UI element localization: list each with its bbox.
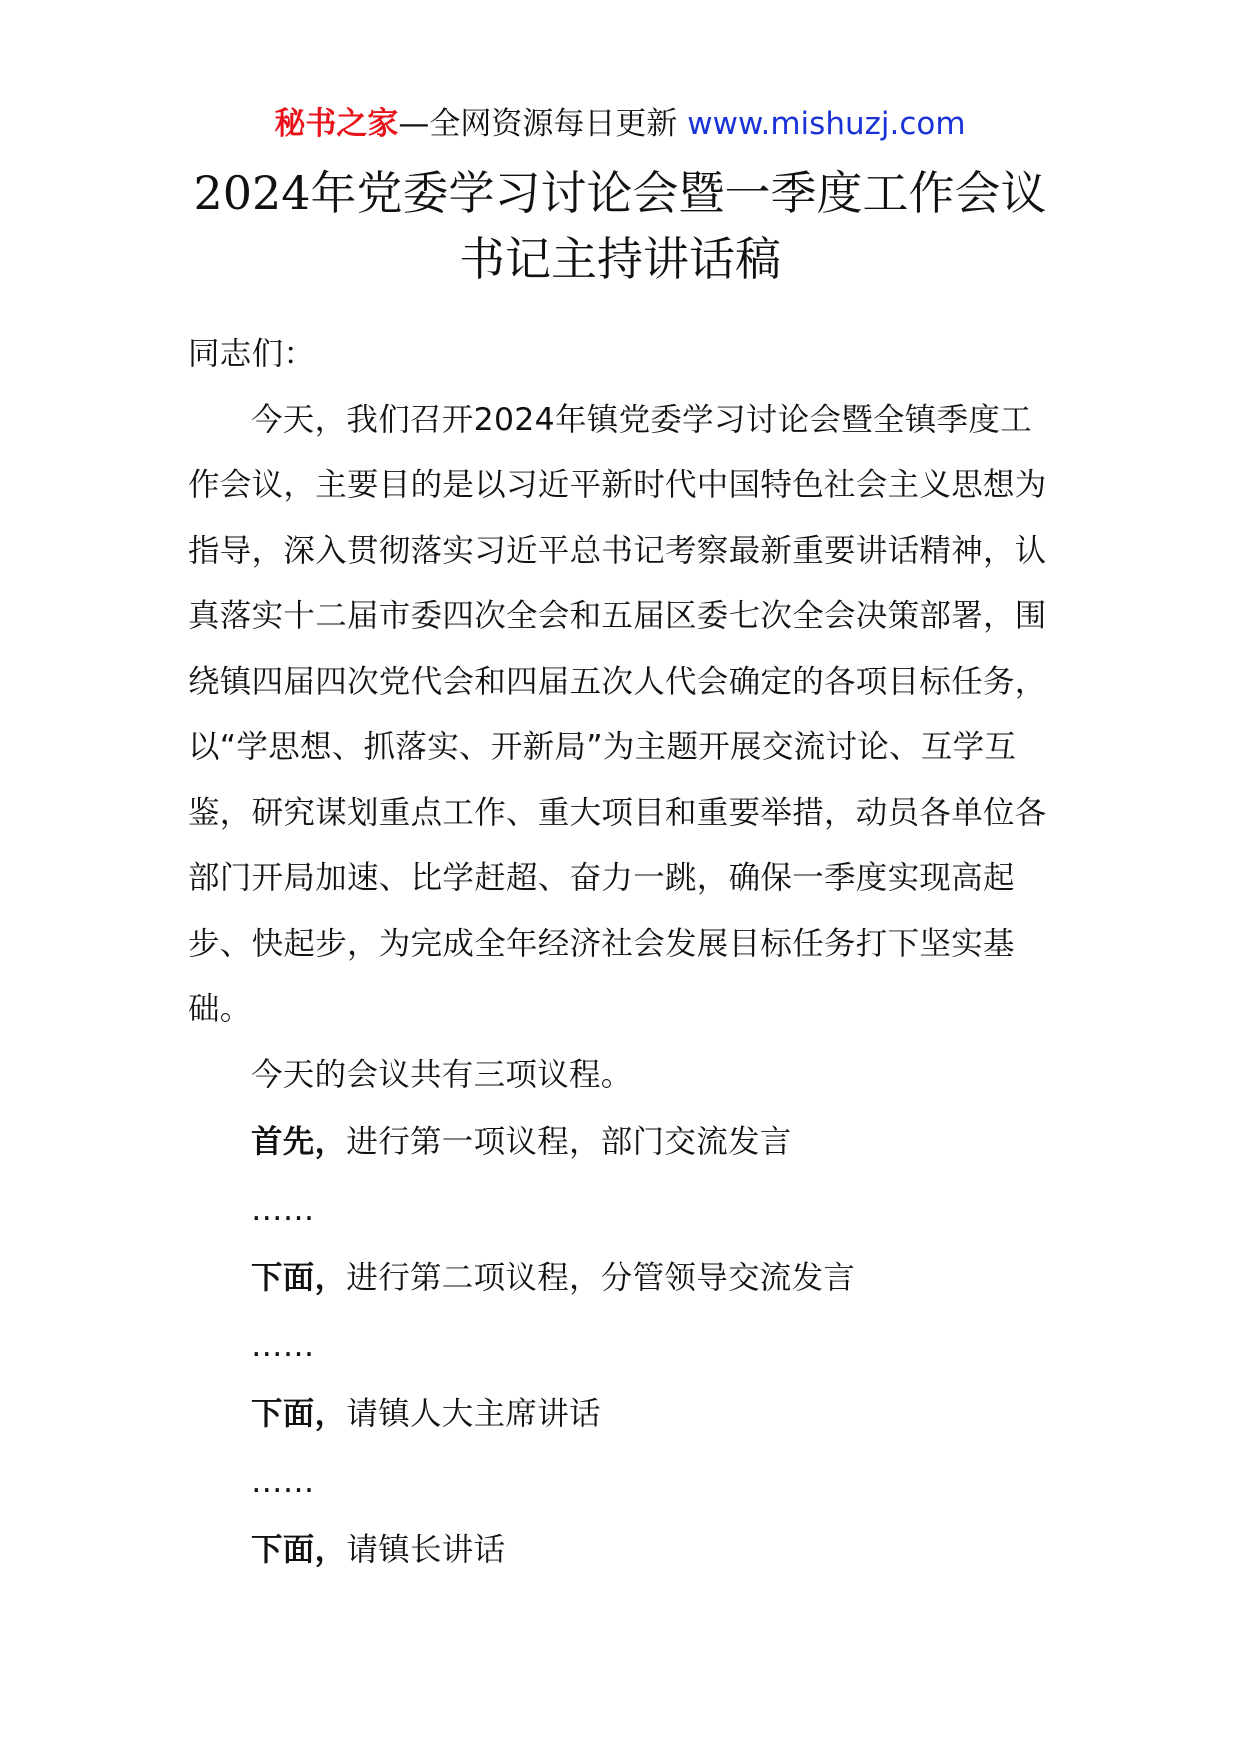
paragraph-agenda-intro: 今天的会议共有三项议程。	[251, 1056, 633, 1093]
site-banner	[0, 102, 1240, 146]
agenda-item-1-ellipsis: ……	[251, 1192, 315, 1228]
document-title	[0, 160, 1240, 292]
banner-brand: 秘书之家	[274, 106, 399, 142]
agenda-item-2-ellipsis: ……	[251, 1328, 315, 1364]
document-body	[188, 322, 1056, 1584]
agenda-item-2	[188, 1244, 1056, 1312]
agenda-item-1-text: 进行第一项议程，部门交流发言	[346, 1124, 792, 1160]
agenda-item-2-text: 进行第二项议程，分管领导交流发言	[346, 1260, 856, 1296]
title-line-2: 书记主持讲话稿	[459, 232, 781, 286]
agenda-item-3-lead: 下面，	[251, 1396, 347, 1432]
agenda-item-4-lead: 下面，	[251, 1532, 347, 1568]
agenda-item-3	[188, 1380, 1056, 1448]
banner-slogan: —全网资源每日更新	[398, 106, 688, 142]
agenda-item-4	[188, 1516, 1056, 1584]
agenda-item-1	[188, 1108, 1056, 1176]
agenda-item-2-lead: 下面，	[251, 1260, 347, 1296]
agenda-item-3-text: 请镇人大主席讲话	[346, 1396, 601, 1432]
title-line-1-text: 年党委学习讨论会暨一季度工作会议	[310, 166, 1047, 220]
banner-url-link[interactable]: www.mishuzj.com	[687, 106, 966, 142]
agenda-item-3-ellipsis: ……	[251, 1464, 315, 1500]
agenda-item-4-text: 请镇长讲话	[346, 1532, 506, 1568]
title-year: 2024	[193, 166, 311, 220]
paragraph-intro: 今天，我们召开2024年镇党委学习讨论会暨全镇季度工作会议，主要目的是以习近平新时代中国特色社会主义思想为指导，深入贯彻落实习近平总书记考察最新重要讲话精神，认真落实十二届市委四次全会和五届区委七次全会决策部署，围绕镇四届四次党代会和四届五次人代会确定的各项目标任务，以“学思想、抓落实、开新局”为主题开展交流讨论、互学互鉴，研究谋划重点工作、重大项目和重要举措，动员各单位各部门开局加速、比学赶超、奋力一跳，确保一季度实现高起步、快起步，为完成全年经济社会发展目标任务打下坚实基础。	[188, 401, 1047, 1027]
greeting: 同志们：	[188, 336, 316, 372]
title-line-1	[0, 160, 1240, 226]
agenda-item-1-lead: 首先，	[251, 1124, 347, 1160]
